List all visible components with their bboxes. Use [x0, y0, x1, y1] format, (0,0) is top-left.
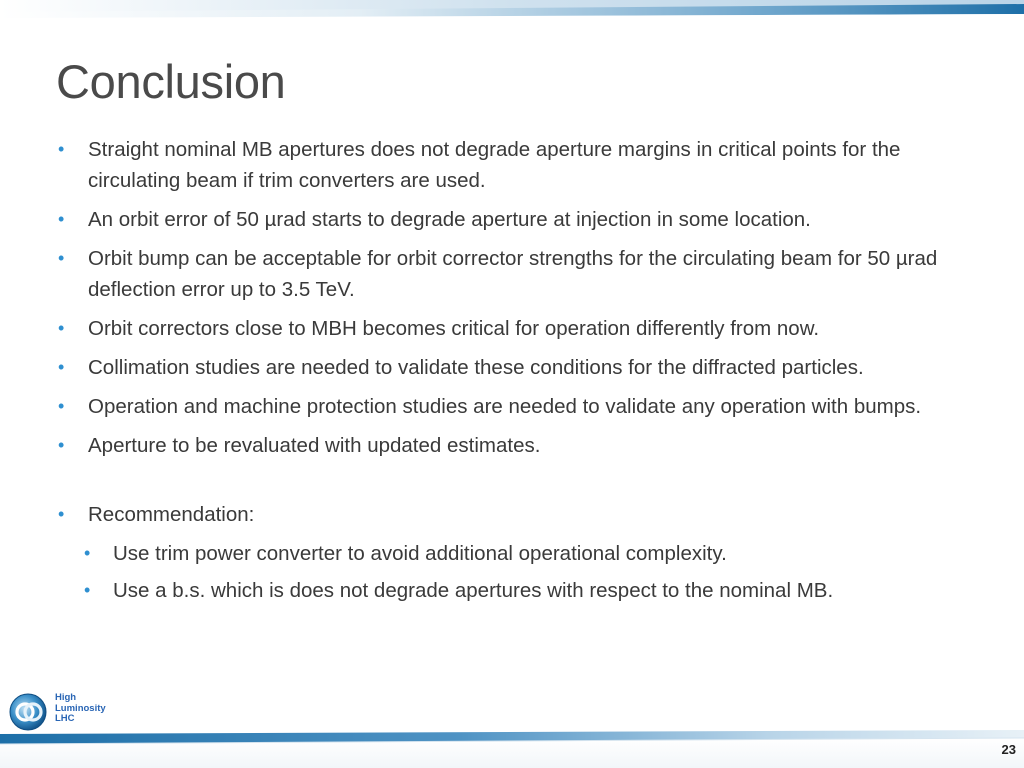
- sub-bullet-item: [84, 575, 978, 606]
- logo-line: Luminosity: [55, 702, 106, 714]
- bullet-dot-icon: •: [58, 139, 65, 159]
- logo-line: LHC: [55, 713, 75, 724]
- bullet-dot-icon: •: [58, 504, 65, 524]
- sub-bullet-item: [84, 538, 978, 569]
- top-decorative-band: [0, 0, 1024, 22]
- logo-line: High: [55, 692, 77, 703]
- spacer: [58, 469, 978, 499]
- bullet-list: [58, 134, 978, 612]
- slide-title: Conclusion: [56, 55, 286, 108]
- bullet-dot-icon: •: [58, 435, 65, 455]
- bullet-text: Orbit correctors close to MBH becomes critical for operation differently from now.: [88, 317, 820, 340]
- bullet-dot-icon: •: [58, 248, 65, 268]
- bullet-text: Straight nominal MB apertures does not degrade aperture margins in critical points for the circulating beam if trim converters are used.: [88, 138, 901, 192]
- bullet-dot-icon: •: [58, 357, 65, 377]
- logo-text: [55, 693, 106, 725]
- bullet-text: Aperture to be revaluated with updated estimates.: [88, 434, 541, 457]
- page-number: 23: [1001, 742, 1016, 757]
- bullet-dot-icon: •: [58, 318, 65, 338]
- bullet-dot-icon: •: [58, 209, 65, 229]
- sub-bullet-text: Use trim power converter to avoid additional operational complexity.: [113, 542, 727, 565]
- bullet-item: [58, 352, 978, 383]
- bullet-text: An orbit error of 50 µrad starts to degrade aperture at injection in some location.: [88, 208, 811, 231]
- sub-bullet-text: Use a b.s. which is does not degrade apertures with respect to the nominal MB.: [113, 579, 834, 602]
- bullet-item: [58, 204, 978, 235]
- bottom-decorative-band: [0, 728, 1024, 768]
- bullet-item: [58, 313, 978, 344]
- recommendation-heading: [58, 499, 978, 530]
- bullet-dot-icon: •: [84, 580, 91, 600]
- bullet-text: Collimation studies are needed to validate these conditions for the diffracted particles.: [88, 356, 864, 379]
- bullet-dot-icon: •: [84, 543, 91, 563]
- bullet-text: Orbit bump can be acceptable for orbit corrector strengths for the circulating beam for 50 µrad deflection error up to 3.5 TeV.: [88, 247, 938, 301]
- bullet-item: [58, 134, 978, 196]
- bullet-text: Recommendation:: [88, 503, 255, 526]
- bullet-item: [58, 391, 978, 422]
- bullet-text: Operation and machine protection studies are needed to validate any operation with bumps.: [88, 395, 922, 418]
- bullet-item: [58, 243, 978, 305]
- bullet-dot-icon: •: [58, 396, 65, 416]
- bullet-item: [58, 430, 978, 461]
